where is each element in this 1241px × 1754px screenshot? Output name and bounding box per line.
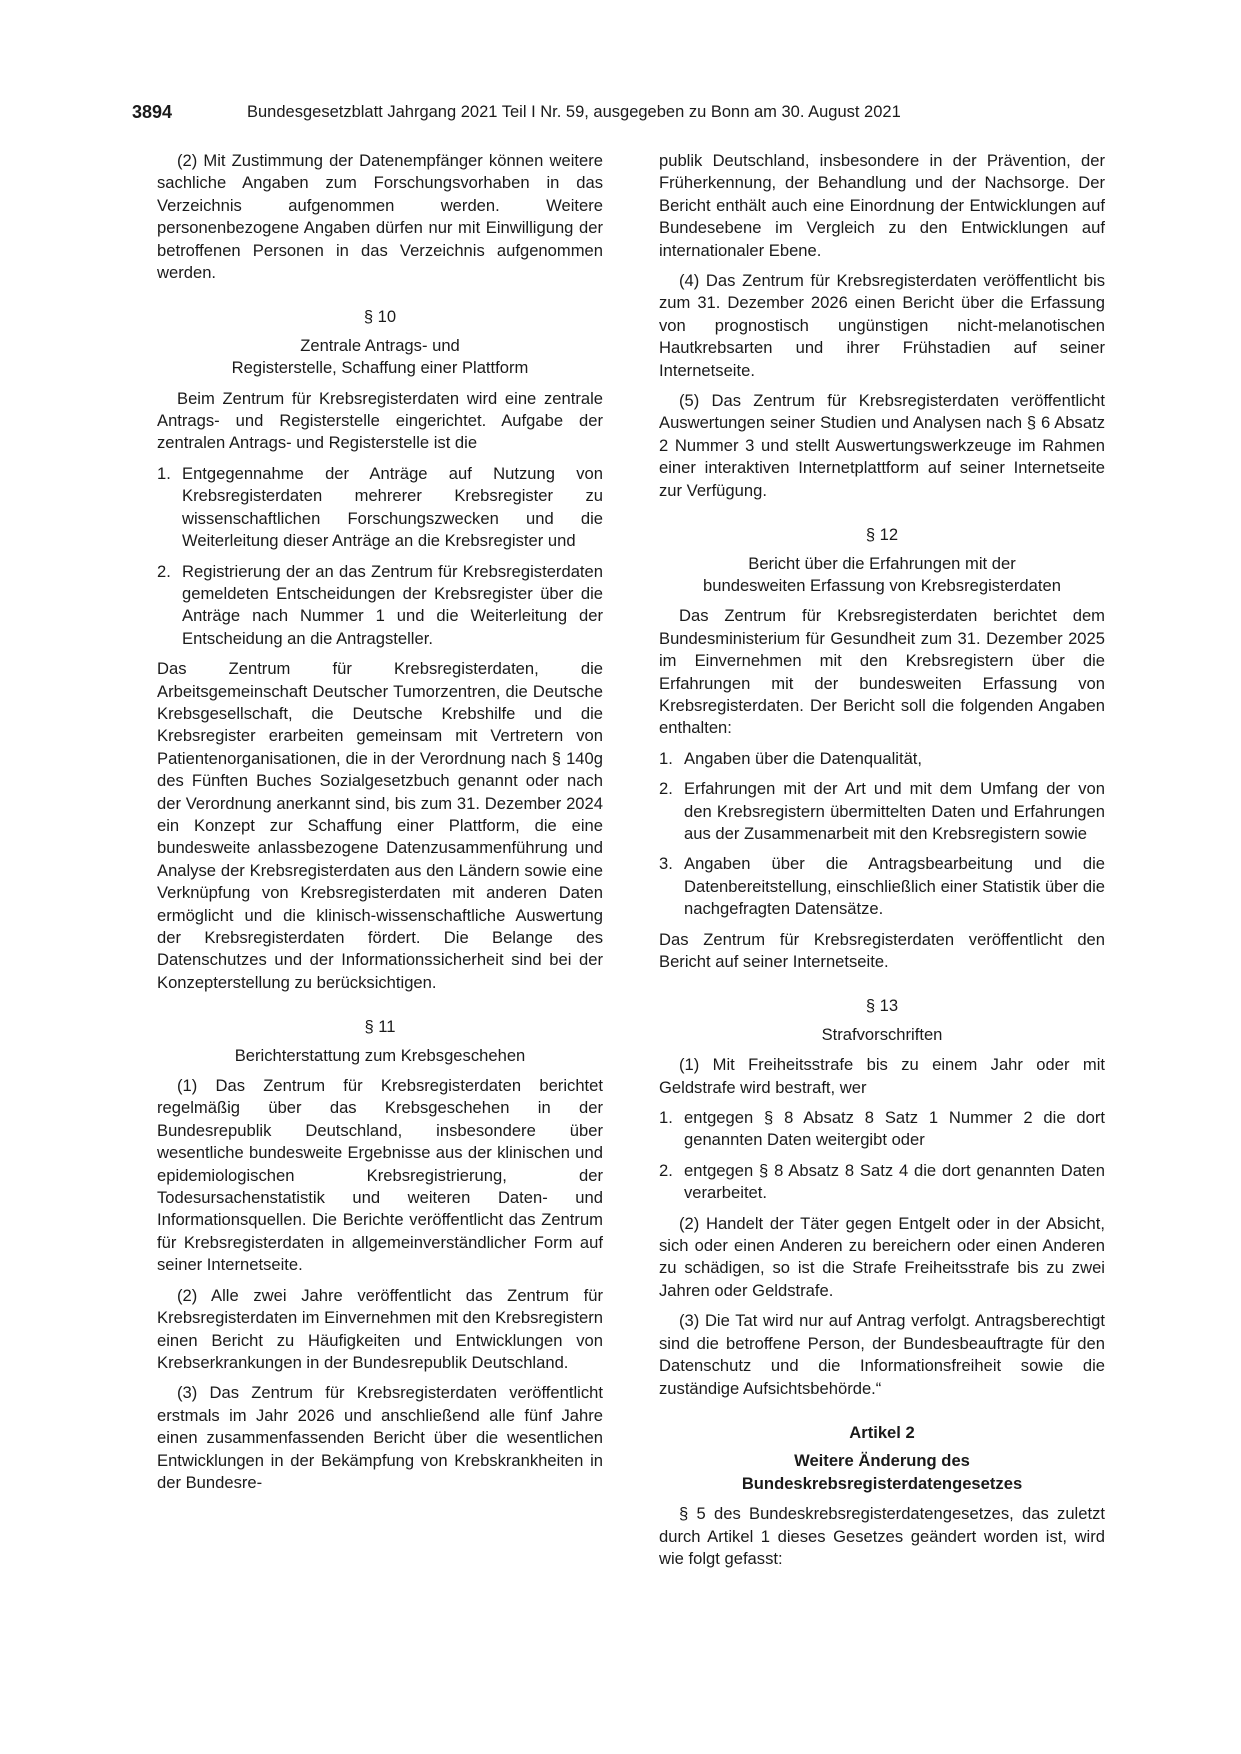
section-11-paragraph-3-continued: publik Deutschland, insbesondere in der Prävention, der Früherkennung, der Behandlung und der Nachsorge. Der Bericht enthält auch eine Einordnung der Entwicklungen auf Bundesebene im Vergleich zu den Entwicklungen auf internationaler Ebene. <box>659 151 1105 260</box>
section-11-title: Berichterstattung zum Krebsgeschehen <box>234 1045 526 1065</box>
list-item-text: Entgegennahme der Anträge auf Nutzung von Krebsregisterdaten mehrerer Krebsregister zu wissenschaftlichen Forschungszwecken und die Weiterleitung dieser Anträge an die Krebsregister und <box>182 463 603 551</box>
section-10-list <box>157 463 603 650</box>
section-12-title-line2: bundesweiten Erfassung von Krebsregisterdaten <box>703 575 1061 595</box>
section-13-number: § 13 <box>865 996 899 1016</box>
section-12-outro: Das Zentrum für Krebsregisterdaten veröffentlicht den Bericht auf seiner Internetseite. <box>659 929 1105 971</box>
section-11-paragraph-2: (2) Alle zwei Jahre veröffentlicht das Zentrum für Krebsregisterdaten im Einvernehmen mit den Krebsregistern einen Bericht zu Häufigkeiten und Entwicklungen von Krebserkrankungen in der Bundesrepublik Deutschland. <box>157 1285 603 1372</box>
list-item-number: 1. <box>659 748 673 768</box>
list-item <box>659 1160 1105 1205</box>
list-item <box>659 853 1105 920</box>
section-10-paragraph: Das Zentrum für Krebsregisterdaten, die Arbeitsgemeinschaft Deutscher Tumorzentren, die Deutsche Krebsgesellschaft, die Deutsche Krebshilfe und die Krebsregister erarbeiten gemeinsam mit Vertretern von Patientenorganisationen, die in der Verordnung nach § 140g des Fünften Buches Sozialgesetzbuch genannt oder nach der Verordnung anerkannt sind, bis zum 31. Dezember 2024 ein Konzept zur Schaffung einer Plattform, die eine bundesweite anlassbezogene Datenzusammenführung und Analyse der Krebsregisterdaten aus den Ländern sowie eine Verknüpfung von Krebsregisterdaten mit anderen Daten ermöglicht und die klinisch-wissenschaftliche Auswertung der Krebsregisterdaten fördert. Die Belange des Datenschutzes und der Informationssicherheit sind bei der Konzepterstellung zu berücksichtigen. <box>157 659 603 992</box>
page-number: 3894 <box>132 102 173 122</box>
section-12-list <box>659 748 1105 921</box>
list-item-text: Angaben über die Datenqualität, <box>684 748 923 768</box>
section-11-paragraph-1: (1) Das Zentrum für Krebsregisterdaten berichtet regelmäßig über das Krebsgeschehen in der Bundesrepublik Deutschland, insbesondere über wesentliche bundesweite Ergebnisse aus der klinischen und epidemiologischen Krebsregistrierung, der Todesursachenstatistik und weiteren Daten- und Informationsquellen. Die Berichte veröffentlicht das Zentrum für Krebsregisterdaten in allgemeinverständlicher Form auf seiner Internetseite. <box>157 1076 603 1275</box>
section-13-paragraph-3: (3) Die Tat wird nur auf Antrag verfolgt. Antragsberechtigt sind die betroffene Person, der Bundesbeauftragte für den Datenschutz und die Informationsfreiheit sowie die zuständige Aufsichtsbehörde.“ <box>659 1311 1105 1398</box>
list-item-text: Registrierung der an das Zentrum für Krebsregisterdaten gemeldeten Entscheidungen der Krebsregister über die Anträge nach Nummer 1 und die Weiterleitung der Entscheidung an die Antragsteller. <box>182 561 603 648</box>
list-item-text: Erfahrungen mit der Art und mit dem Umfang der von den Krebsregistern übermittelten Daten und Erfahrungen aus der Zusammenarbeit mit den Krebsregistern sowie <box>684 779 1105 843</box>
article-2-title-line1: Weitere Änderung des <box>794 1451 970 1471</box>
list-item-number: 1. <box>157 463 171 483</box>
section-11-paragraph-3-start: (3) Das Zentrum für Krebsregisterdaten veröffentlicht erstmals im Jahr 2026 und anschließend alle fünf Jahre einen zusammenfassenden Bericht über die wesentlichen Entwicklungen in der Bekämpfung von Krebskrankheiten in der Bundesre- <box>157 1383 603 1492</box>
list-item-number: 3. <box>659 854 673 874</box>
list-item-number: 2. <box>659 1160 673 1180</box>
section-12-number: § 12 <box>865 525 899 545</box>
section-10-number: § 10 <box>363 307 397 327</box>
section-13-paragraph-2: (2) Handelt der Täter gegen Entgelt oder in der Absicht, sich oder einen Anderen zu bereichern oder einen Anderen zu schädigen, so ist die Strafe Freiheitsstrafe bis zu zwei Jahren oder Geldstrafe. <box>659 1213 1105 1300</box>
section-11-paragraph-4: (4) Das Zentrum für Krebsregisterdaten veröffentlicht bis zum 31. Dezember 2026 einen Bericht über die Erfassung von prognostisch ungünstigen nicht-melanotischen Hautkrebsarten und ihrer Frühstadien auf seiner Internetseite. <box>659 271 1105 380</box>
list-item <box>157 561 603 651</box>
list-item-number: 1. <box>659 1108 673 1128</box>
section-13-list <box>659 1107 1105 1205</box>
right-column <box>659 150 1105 1578</box>
section-12-intro: Das Zentrum für Krebsregisterdaten berichtet dem Bundesministerium für Gesundheit zum 31. Dezember 2025 im Einvernehmen mit den Krebsregistern über die Erfahrungen mit der bundesweiten Erfassung von Krebsregisterdaten. Der Bericht soll die folgenden Angaben enthalten: <box>659 606 1105 738</box>
paragraph-9-2: (2) Mit Zustimmung der Datenempfänger können weitere sachliche Angaben zum Forschungsvorhaben in das Verzeichnis aufgenommen werden. Weitere personenbezogene Angaben dürfen nur mit Einwilligung der betroffenen Personen in das Verzeichnis aufgenommen werden. <box>157 151 603 283</box>
section-11-number: § 11 <box>364 1017 396 1037</box>
list-item <box>157 463 603 553</box>
section-10-title-line1: Zentrale Antrags- und <box>300 335 460 355</box>
article-2-title-line2: Bundeskrebsregisterdatengesetzes <box>741 1473 1023 1493</box>
left-column <box>157 150 603 1502</box>
article-2-number: Artikel 2 <box>849 1422 915 1442</box>
list-item <box>659 778 1105 845</box>
section-12-title-line1: Bericht über die Erfahrungen mit der <box>748 553 1016 573</box>
list-item-text: entgegen § 8 Absatz 8 Satz 1 Nummer 2 die dort genannten Daten weitergibt oder <box>684 1108 1105 1150</box>
list-item-text: entgegen § 8 Absatz 8 Satz 4 die dort genannten Daten verarbeitet. <box>684 1160 1105 1203</box>
list-item <box>659 748 1105 770</box>
list-item-number: 2. <box>157 561 171 581</box>
section-13-paragraph-1: (1) Mit Freiheitsstrafe bis zu einem Jahr oder mit Geldstrafe wird bestraft, wer <box>659 1055 1105 1097</box>
running-title: Bundesgesetzblatt Jahrgang 2021 Teil I Nr. 59, ausgegeben zu Bonn am 30. August 2021 <box>247 103 901 121</box>
section-11-paragraph-5: (5) Das Zentrum für Krebsregisterdaten veröffentlicht Auswertungen seiner Studien und Analysen nach § 6 Absatz 2 Nummer 3 und stellt Auswertungswerkzeuge im Rahmen einer interaktiven Internetplattform auf seiner Internetseite zur Verfügung. <box>659 391 1105 500</box>
list-item-number: 2. <box>659 779 673 799</box>
list-item <box>659 1107 1105 1152</box>
section-13-title: Strafvorschriften <box>821 1024 943 1044</box>
section-10-title-line2: Registerstelle, Schaffung einer Plattform <box>231 358 529 378</box>
list-item-text: Angaben über die Antragsbearbeitung und die Datenbereitstellung, einschließlich einer Statistik über die nachgefragten Datensätze. <box>684 854 1105 919</box>
section-10-intro: Beim Zentrum für Krebsregisterdaten wird eine zentrale Antrags- und Registerstelle eingerichtet. Aufgabe der zentralen Antrags- und Registerstelle ist die <box>157 388 603 453</box>
article-2-text: § 5 des Bundeskrebsregisterdatengesetzes, das zuletzt durch Artikel 1 dieses Gesetzes geändert worden ist, wird wie folgt gefasst: <box>659 1504 1105 1568</box>
